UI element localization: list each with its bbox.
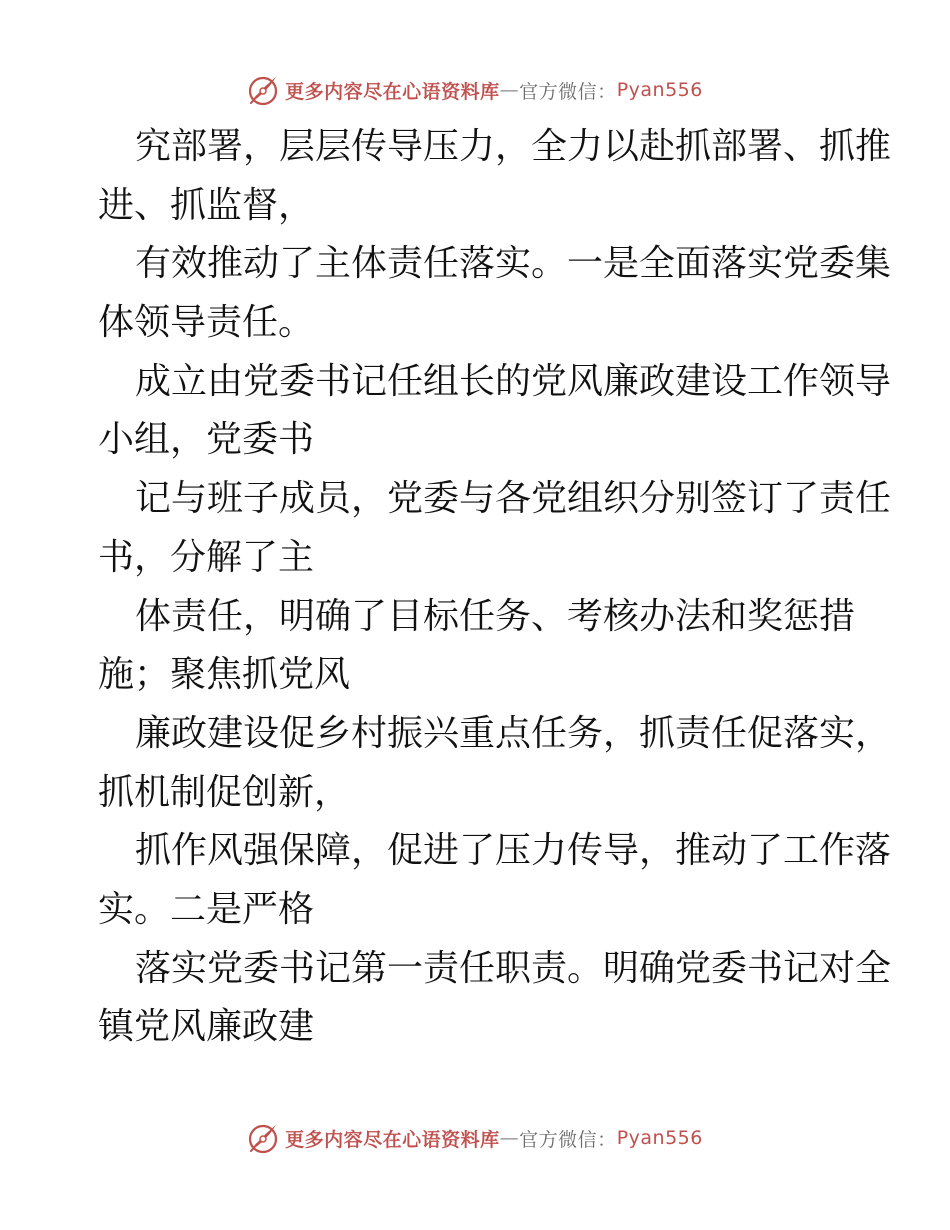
header-wechat-label: 官方微信： [519,80,617,103]
body-line: 施；聚焦抓党风 [98,654,351,696]
body-line: 书，分解了主 [98,536,315,578]
footer-wechat-id: Pyan556 [616,1127,703,1149]
body-line: 落实党委书记第一责任职责。明确党委书记对全 [135,947,892,989]
header-title: 更多内容尽在心语资料库 [285,80,500,103]
footer-wechat-label: 官方微信： [519,1128,617,1151]
body-line: 抓机制促创新， [98,771,351,813]
footer-title: 更多内容尽在心语资料库 [285,1128,500,1151]
body-line: 成立由党委书记任组长的党风廉政建设工作领导 [135,360,892,402]
footer-banner [0,1118,950,1158]
body-line: 实。二是严格 [98,888,315,930]
body-line: 有效推动了主体责任落实。一是全面落实党委集 [135,243,892,285]
body-line: 镇党风廉政建 [98,1006,315,1048]
body-line: 记与班子成员，党委与各党组织分别签订了责任 [135,478,892,520]
body-line: 体领导责任。 [98,302,315,344]
header-wechat-id: Pyan556 [616,79,703,101]
quill-pen-logo-icon [247,1122,279,1154]
quill-pen-logo-icon [247,74,279,106]
header-separator: — [499,79,520,101]
body-line: 廉政建设促乡村振兴重点任务，抓责任促落实， [135,712,892,754]
header-banner [0,70,950,110]
body-line: 抓作风强保障，促进了压力传导，推动了工作落 [135,830,892,872]
body-line: 体责任，明确了目标任务、考核办法和奖惩措 [135,595,856,637]
body-line: 进、抓监督， [98,184,315,226]
body-line: 究部署，层层传导压力，全力以赴抓部署、抓推 [135,126,892,167]
document-body [0,118,950,1057]
footer-separator: — [499,1127,520,1149]
body-line: 小组，党委书 [98,419,315,461]
